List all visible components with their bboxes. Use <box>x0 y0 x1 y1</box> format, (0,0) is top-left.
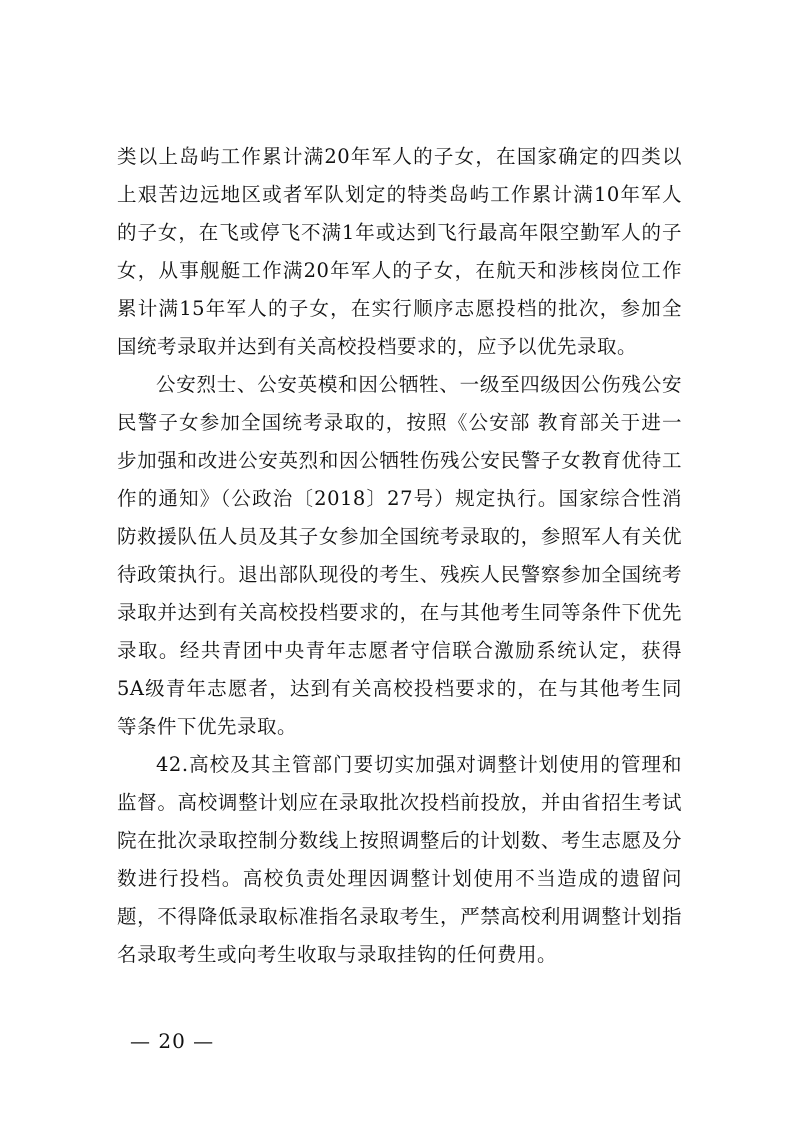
paragraph-police-martyrs: 公安烈士、公安英模和因公牺牲、一级至四级因公伤残公安民警子女参加全国统考录取的，按照《公安部 教育部关于进一步加强和改进公安英烈和因公牺牲伤残公安民警子女教育优待工作的通知》（公政治〔2018〕27号）规定执行。国家综合性消防救援队伍人员及其子女参加全国统考录取的，参照军人有关优待政策执行。退出部队现役的考生、残疾人民警察参加全国统考录取并达到有关高校投档要求的，在与其他考生同等条件下优先录取。经共青团中央青年志愿者守信联合激励系统认定，获得5A级青年志愿者，达到有关高校投档要求的，在与其他考生同等条件下优先录取。 <box>117 373 682 738</box>
paragraph-article-42: 42.高校及其主管部门要切实加强对调整计划使用的管理和监督。高校调整计划应在录取批次投档前投放，并由省招生考试院在批次录取控制分数线上按照调整后的计划数、考生志愿及分数进行投档。高校负责处理因调整计划使用不当造成的遗留问题，不得降低录取标准指名录取考生，严禁高校利用调整计划指名录取考生或向考生收取与录取挂钩的任何费用。 <box>117 753 682 966</box>
page-number: — 20 — <box>130 1029 215 1053</box>
body-text <box>117 138 682 974</box>
paragraph-continuation: 类以上岛屿工作累计满20年军人的子女，在国家确定的四类以上艰苦边远地区或者军队划定的特类岛屿工作累计满10年军人的子女，在飞或停飞不满1年或达到飞行最高年限空勤军人的子女，从事舰艇工作满20年军人的子女，在航天和涉核岗位工作累计满15年军人的子女，在实行顺序志愿投档的批次，参加全国统考录取并达到有关高校投档要求的，应予以优先录取。 <box>117 145 682 358</box>
